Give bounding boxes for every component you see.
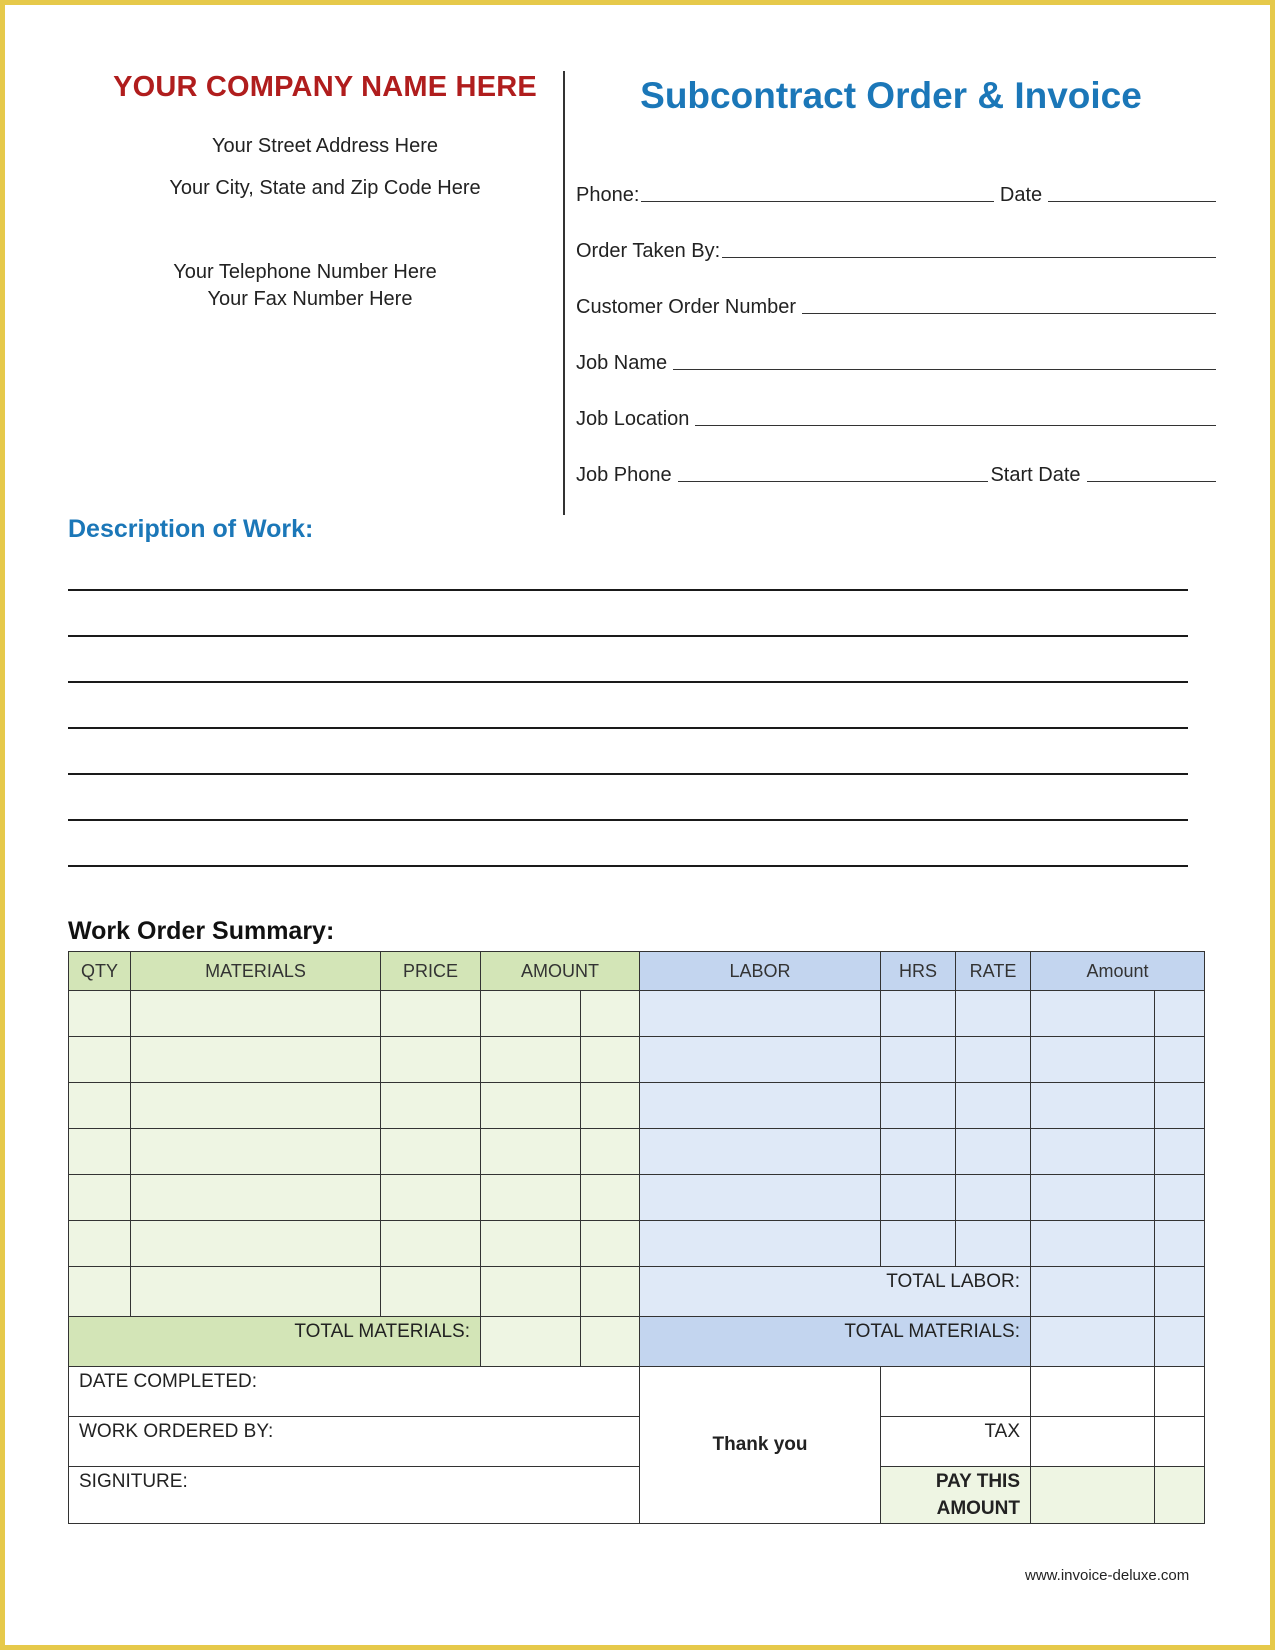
thank-you-text: Thank you: [640, 1367, 881, 1524]
date-label: Date: [999, 184, 1043, 206]
order-taken-by-field[interactable]: [722, 253, 1216, 258]
labor-amount-dollars-cell[interactable]: [1031, 1129, 1155, 1175]
amount-dollars-cell[interactable]: [481, 1129, 581, 1175]
description-line[interactable]: [68, 865, 1188, 867]
amount-dollars-cell[interactable]: [481, 1037, 581, 1083]
labor-header: LABOR: [640, 952, 881, 991]
amount-cents-cell[interactable]: [581, 1267, 640, 1317]
customer-order-number-label: Customer Order Number: [576, 296, 797, 318]
amount-header: AMOUNT: [481, 952, 640, 991]
amount-dollars-cell[interactable]: [481, 1221, 581, 1267]
job-location-row: [576, 401, 1218, 431]
labor-amount-dollars-cell[interactable]: [1031, 1221, 1155, 1267]
signature-field[interactable]: SIGNITURE:: [69, 1467, 640, 1524]
materials-cell[interactable]: [131, 1221, 381, 1267]
price-cell[interactable]: [381, 991, 481, 1037]
table-row: [69, 1175, 1205, 1221]
company-city: Your City, State and Zip Code Here: [169, 177, 481, 199]
materials-cell[interactable]: [131, 1037, 381, 1083]
total-materials-summary-label: TOTAL MATERIALS:: [640, 1317, 1031, 1367]
hrs-cell[interactable]: [881, 1129, 956, 1175]
job-name-row: [576, 345, 1218, 375]
labor-cell[interactable]: [640, 1221, 881, 1267]
amount-dollars-cell[interactable]: [481, 1083, 581, 1129]
rate-cell[interactable]: [956, 991, 1031, 1037]
summary-title: Work Order Summary:: [68, 917, 335, 945]
total-labor-label: TOTAL LABOR:: [640, 1267, 1031, 1317]
rate-cell[interactable]: [956, 1221, 1031, 1267]
description-line[interactable]: [68, 819, 1188, 821]
total-materials-summary-cents-cell[interactable]: [1155, 1317, 1205, 1367]
pay-amount-cents-cell[interactable]: [1155, 1467, 1205, 1524]
labor-amount-dollars-cell[interactable]: [1031, 991, 1155, 1037]
amount-cents-cell[interactable]: [581, 1083, 640, 1129]
qty-cell[interactable]: [69, 1267, 131, 1317]
phone-field[interactable]: [641, 197, 994, 202]
description-line[interactable]: [68, 589, 1188, 591]
company-name: YOUR COMPANY NAME HERE: [113, 71, 537, 103]
company-street: Your Street Address Here: [211, 135, 439, 157]
amount-dollars-cell[interactable]: [481, 1175, 581, 1221]
job-phone-label: Job Phone: [576, 464, 672, 486]
company-fax: Your Fax Number Here: [207, 288, 413, 310]
labor-amount-cents-cell[interactable]: [1155, 991, 1205, 1037]
pay-amount-dollars-cell[interactable]: [1031, 1467, 1155, 1524]
amount-dollars-cell[interactable]: [481, 991, 581, 1037]
total-materials-cents-cell[interactable]: [581, 1317, 640, 1367]
total-labor-dollars-cell[interactable]: [1031, 1267, 1155, 1317]
amount-cents-cell[interactable]: [581, 1129, 640, 1175]
labor-amount-dollars-cell[interactable]: [1031, 1083, 1155, 1129]
work-order-table: [68, 951, 1205, 1524]
price-cell[interactable]: [381, 1129, 481, 1175]
rate-cell[interactable]: [956, 1129, 1031, 1175]
description-title: Description of Work:: [68, 515, 314, 543]
price-cell[interactable]: [381, 1175, 481, 1221]
work-ordered-by-row: [69, 1417, 1205, 1467]
price-cell[interactable]: [381, 1267, 481, 1317]
amount-dollars-cell[interactable]: [481, 1267, 581, 1317]
qty-cell[interactable]: [69, 991, 131, 1037]
job-location-field[interactable]: [695, 421, 1216, 426]
labor-cell[interactable]: [640, 1129, 881, 1175]
labor-cell[interactable]: [640, 991, 881, 1037]
phone-label: Phone:: [576, 184, 640, 206]
header-divider: [563, 71, 565, 515]
rate-cell[interactable]: [956, 1175, 1031, 1221]
job-phone-row: [576, 457, 1218, 487]
job-location-label: Job Location: [576, 408, 690, 430]
rate-cell[interactable]: [956, 1083, 1031, 1129]
materials-header: MATERIALS: [131, 952, 381, 991]
description-line[interactable]: [68, 727, 1188, 729]
labor-amount-header: Amount: [1031, 952, 1205, 991]
qty-cell[interactable]: [69, 1175, 131, 1221]
hrs-cell[interactable]: [881, 991, 956, 1037]
price-cell[interactable]: [381, 1083, 481, 1129]
job-phone-field[interactable]: [678, 477, 989, 482]
table-row: [69, 1129, 1205, 1175]
price-header: PRICE: [381, 952, 481, 991]
table-row: [69, 1037, 1205, 1083]
labor-amount-dollars-cell[interactable]: [1031, 1037, 1155, 1083]
qty-cell[interactable]: [69, 1221, 131, 1267]
total-labor-cents-cell[interactable]: [1155, 1267, 1205, 1317]
materials-cell[interactable]: [131, 1129, 381, 1175]
hrs-cell[interactable]: [881, 1175, 956, 1221]
labor-amount-cents-cell[interactable]: [1155, 1221, 1205, 1267]
order-taken-row: [576, 233, 1218, 263]
materials-cell[interactable]: [131, 1267, 381, 1317]
subtotal-dollars-cell[interactable]: [1031, 1367, 1155, 1417]
rate-header: RATE: [956, 952, 1031, 991]
labor-amount-dollars-cell[interactable]: [1031, 1175, 1155, 1221]
amount-cents-cell[interactable]: [581, 1037, 640, 1083]
description-line[interactable]: [68, 773, 1188, 775]
start-date-field[interactable]: [1087, 477, 1217, 482]
total-materials-dollars-cell[interactable]: [481, 1317, 581, 1367]
table-row: [69, 1267, 1205, 1317]
customer-order-number-field[interactable]: [802, 309, 1216, 314]
hrs-header: HRS: [881, 952, 956, 991]
date-completed-row: [69, 1367, 1205, 1417]
amount-cents-cell[interactable]: [581, 991, 640, 1037]
labor-amount-cents-cell[interactable]: [1155, 1037, 1205, 1083]
amount-cents-cell[interactable]: [581, 1221, 640, 1267]
pay-line-2: AMOUNT: [936, 1498, 1020, 1519]
pay-line-1: PAY THIS: [935, 1471, 1020, 1492]
tax-cents-cell[interactable]: [1155, 1417, 1205, 1467]
price-cell[interactable]: [381, 1221, 481, 1267]
qty-cell[interactable]: [69, 1037, 131, 1083]
company-phone: Your Telephone Number Here: [173, 261, 437, 283]
labor-cell[interactable]: [640, 1083, 881, 1129]
customer-order-row: [576, 289, 1218, 319]
tax-label: TAX: [881, 1417, 1031, 1467]
document-title: Subcontract Order & Invoice: [640, 75, 1142, 116]
labor-cell[interactable]: [640, 1175, 881, 1221]
description-line[interactable]: [68, 681, 1188, 683]
start-date-label: Start Date: [990, 464, 1081, 486]
description-line[interactable]: [68, 635, 1188, 637]
table-row: [69, 1083, 1205, 1129]
labor-amount-cents-cell[interactable]: [1155, 1129, 1205, 1175]
materials-cell[interactable]: [131, 1175, 381, 1221]
pay-this-amount-label: [881, 1467, 1031, 1524]
hrs-cell[interactable]: [881, 1221, 956, 1267]
signature-row: [69, 1467, 1205, 1524]
hrs-cell[interactable]: [881, 1037, 956, 1083]
date-completed-field[interactable]: DATE COMPLETED:: [69, 1367, 640, 1417]
job-name-label: Job Name: [576, 352, 668, 374]
hrs-cell[interactable]: [881, 1083, 956, 1129]
labor-amount-cents-cell[interactable]: [1155, 1175, 1205, 1221]
subtotal-label-cell: [881, 1367, 1031, 1417]
job-name-field[interactable]: [673, 365, 1216, 370]
tax-dollars-cell[interactable]: [1031, 1417, 1155, 1467]
table-row: [69, 1221, 1205, 1267]
price-cell[interactable]: [381, 1037, 481, 1083]
work-ordered-by-field[interactable]: WORK ORDERED BY:: [69, 1417, 640, 1467]
qty-cell[interactable]: [69, 1083, 131, 1129]
phone-date-row: [576, 177, 1218, 207]
footer-website: www.invoice-deluxe.com: [1025, 1567, 1190, 1584]
materials-cell[interactable]: [131, 991, 381, 1037]
rate-cell[interactable]: [956, 1037, 1031, 1083]
table-header-row: [69, 952, 1205, 991]
materials-cell[interactable]: [131, 1083, 381, 1129]
subtotal-cents-cell[interactable]: [1155, 1367, 1205, 1417]
total-materials-label: TOTAL MATERIALS:: [69, 1317, 481, 1367]
labor-amount-cents-cell[interactable]: [1155, 1083, 1205, 1129]
totals-row: [69, 1317, 1205, 1367]
labor-cell[interactable]: [640, 1037, 881, 1083]
qty-cell[interactable]: [69, 1129, 131, 1175]
amount-cents-cell[interactable]: [581, 1175, 640, 1221]
order-taken-by-label: Order Taken By:: [576, 240, 721, 262]
table-row: [69, 991, 1205, 1037]
date-field[interactable]: [1048, 197, 1216, 202]
total-materials-summary-dollars-cell[interactable]: [1031, 1317, 1155, 1367]
qty-header: QTY: [69, 952, 131, 991]
